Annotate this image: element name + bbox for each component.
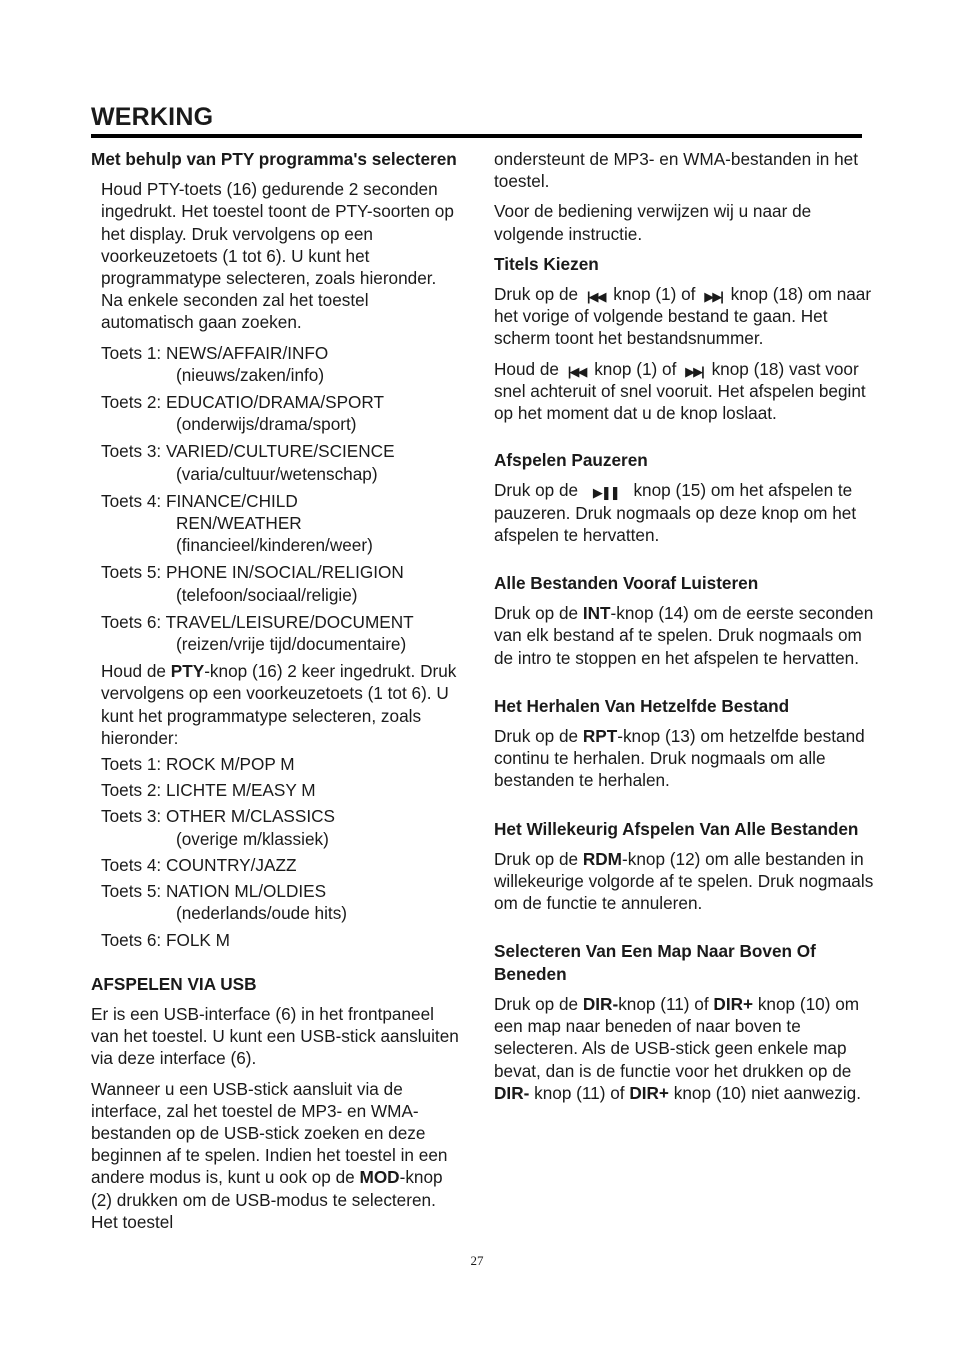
pty-list-1 xyxy=(91,342,463,656)
list-item: Toets 1: ROCK M/POP M xyxy=(101,754,295,775)
list-item: Toets 2: EDUCATIO/DRAMA/SPORT (onderwijs/drama/sport) xyxy=(101,392,385,435)
usb-paragraph-1: Er is een USB-interface (6) in het frontpaneel van het toestel. U kunt een USB-stick aansluiten via deze interface (6). xyxy=(91,1003,459,1069)
list-item: Toets 3: VARIED/CULTURE/SCIENCE (varia/cultuur/wetenschap) xyxy=(101,441,395,484)
list-item: Toets 6: TRAVEL/LEISURE/DOCUMENT (reizen/vrije tijd/documentaire) xyxy=(101,611,414,655)
pty-second-press: Houd de PTY-knop (16) 2 keer ingedrukt. Druk vervolgens op een voorkeuzetoets (1 tot 6). U kunt het programmatype selecteren, zoals hieronder: xyxy=(101,661,457,748)
usb-heading: AFSPELEN VIA USB xyxy=(91,973,257,994)
next-track-icon: ▶▶| xyxy=(685,363,703,379)
list-item: Toets 3: OTHER M/CLASSICS (overige m/klassiek) xyxy=(101,806,336,849)
int-paragraph: Druk op de INT-knop (14) om de eerste seconden van elk bestand af te spelen. Druk nogmaals om de intro te stoppen en het afspelen te hervatten. xyxy=(494,603,874,668)
usb-paragraph-2: Wanneer u een USB-stick aansluit via de interface, zal het toestel de MP3- en WMA-bestanden op de USB-stick zoeken en deze beginnen af te spelen. Indien het toestel in een andere modus is, kunt u ook op de MOD-knop (2) drukken om de USB-modus te selecteren. Het toestel xyxy=(91,1078,448,1232)
list-item: Toets 6: FOLK M xyxy=(101,929,230,950)
rdm-heading: Het Willekeurig Afspelen Van Alle Bestanden xyxy=(494,818,859,839)
rdm-paragraph: Druk op de RDM-knop (12) om alle bestanden in willekeurige volgorde af te spelen. Druk nogmaals om de functie te annuleren. xyxy=(494,848,874,914)
title-rule xyxy=(91,134,862,138)
instruction-intro: Voor de bediening verwijzen wij u naar de volgende instructie. xyxy=(494,201,812,244)
pauze-heading: Afspelen Pauzeren xyxy=(494,450,648,471)
page-title: WERKING xyxy=(91,103,214,131)
next-track-icon: ▶▶| xyxy=(704,289,722,305)
list-item: Toets 4: FINANCE/CHILD REN/WEATHER (financieel/kinderen/weer) xyxy=(101,490,373,556)
left-column xyxy=(91,148,463,1233)
titels-heading: Titels Kiezen xyxy=(494,253,599,274)
titels-paragraph-1: Druk op de |◀◀ knop (1) of ▶▶| knop (18) om naar het vorige of volgende bestand te gaan. Het scherm toont het bestandsnummer. xyxy=(494,284,872,349)
pty-intro: Houd PTY-toets (16) gedurende 2 seconden ingedrukt. Het toestel toont de PTY-soorten op het display. Druk vervolgens op een voorkeuzetoets (1 tot 6). U kunt het programmatype selecteren, zoals hieronder. Na enkele seconden zal het toestel automatisch gaan zoeken. xyxy=(101,179,454,333)
titels-paragraph-2: Houd de |◀◀ knop (1) of ▶▶| knop (18) vast voor snel achteruit of snel vooruit. Het afspelen begint op het moment dat u de knop loslaat. xyxy=(494,358,866,424)
list-item: Toets 1: NEWS/AFFAIR/INFO (nieuws/zaken/info) xyxy=(101,342,329,385)
list-item: Toets 2: LICHTE M/EASY M xyxy=(101,780,316,801)
rpt-heading: Het Herhalen Van Hetzelfde Bestand xyxy=(494,695,790,716)
play-pause-icon: ▶❚❚ xyxy=(592,485,619,501)
pauze-paragraph: Druk op de ▶❚❚ knop (15) om het afspelen te pauzeren. Druk nogmaals op deze knop om het afspelen te hervatten. xyxy=(494,480,857,545)
pty-heading: Met behulp van PTY programma's selecteren xyxy=(91,149,457,169)
rpt-paragraph: Druk op de RPT-knop (13) om hetzelfde bestand continu te herhalen. Druk nogmaals om alle bestanden te herhalen. xyxy=(494,726,865,791)
right-column xyxy=(494,148,879,1104)
previous-track-icon: |◀◀ xyxy=(567,363,586,379)
previous-track-icon: |◀◀ xyxy=(586,289,605,305)
list-item: Toets 5: NATION ML/OLDIES (nederlands/oude hits) xyxy=(101,881,348,924)
int-heading: Alle Bestanden Vooraf Luisteren xyxy=(494,573,759,594)
list-item: Toets 4: COUNTRY/JAZZ xyxy=(101,854,297,875)
page-number: 27 xyxy=(470,1253,484,1268)
continued-paragraph: ondersteunt de MP3- en WMA-bestanden in het toestel. xyxy=(494,149,859,192)
dir-heading: Selecteren Van Een Map Naar Boven Of Beneden xyxy=(494,941,816,984)
dir-paragraph: Druk op de DIR-knop (11) of DIR+ knop (10) om een map naar beneden of naar boven te selecteren. Als de USB-stick geen enkele map bevat, dan is de functie voor het drukken op de DIR- knop (11) of DIR+ knop (10) niet aanwezig. xyxy=(494,993,862,1103)
list-item: Toets 5: PHONE IN/SOCIAL/RELIGION (telefoon/sociaal/religie) xyxy=(101,562,404,605)
pty-list-2 xyxy=(91,753,463,951)
